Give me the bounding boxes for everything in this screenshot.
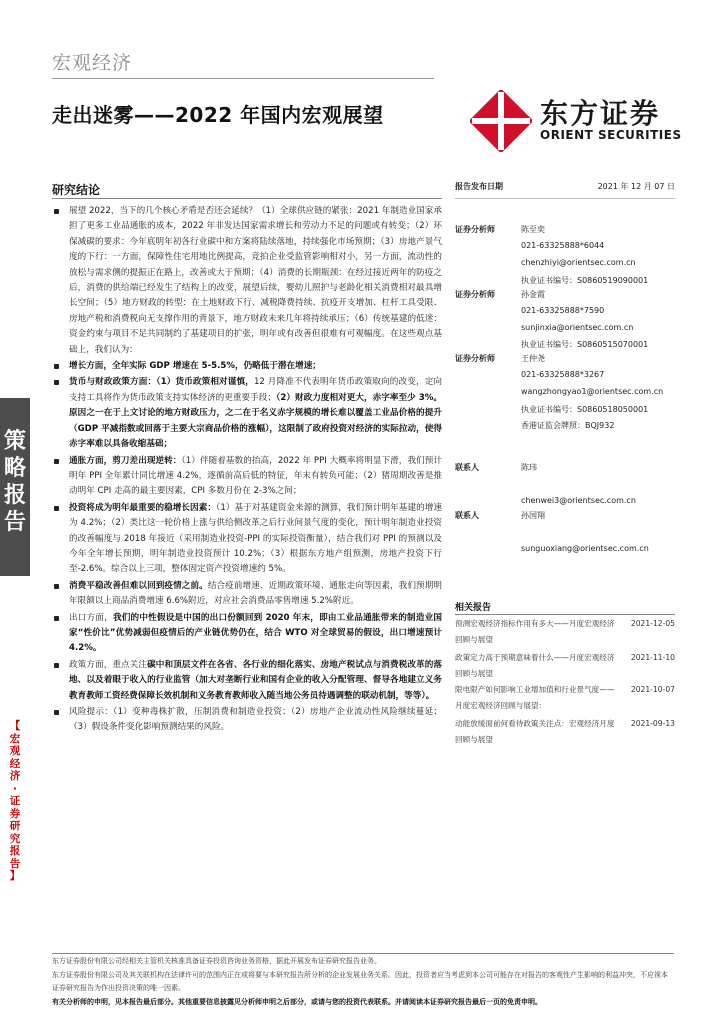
orient-logo-icon (470, 90, 532, 152)
finding-bullet (52, 579, 442, 610)
contact-email[interactable]: chenwei3@orientsec.com.cn (521, 496, 636, 505)
bullet-square-icon (54, 616, 59, 621)
finding-bullet (52, 359, 442, 374)
analyst-role: 证券分析师 (455, 354, 495, 363)
section-title: 研究结论 (52, 183, 101, 197)
finding-text: 投资将成为明年最重要的稳增长因素：（1）基于对基建资金来源的测算，我们预计明年基建的增速为 4.2%；（2）类比这一轮价格上涨与供给侧改革之后行业间景气度的变化，预计明年制造业投资的改善幅度与 2018 年接近（采用制造业投资-PPI 的实际投资衡量），结合我们对 PPI 的预测以及今年全年增长预期，明年制造业投资预计 10.2%；（3）根据东方地产组预测，房地产投资下行至-2.6%。综合以上三项，整体固定资产投资增速约 5%。 (69, 502, 442, 575)
bullet-square-icon (54, 380, 59, 385)
side-vertical-char: 宏 (9, 732, 21, 745)
bullet-square-icon (54, 209, 59, 214)
bullet-square-icon (54, 364, 59, 369)
side-vertical-label (6, 720, 24, 883)
side-vertical-char: 【 (9, 720, 21, 732)
contact-email[interactable]: sunguoxiang@orientsec.com.cn (521, 544, 649, 553)
finding-text: 政策方面，重点关注碳中和顶层文件在各省、各行业的细化落实、房地产税试点与消费税改革的落地、以及着眼于收入的行业监管（加大对垄断行业和国有企业的收入分配管理、督导各地建立义务教育教师工资经费保障长效机制和义务教育教师收入随当地公务员待遇调整的联动机制，等等）。 (69, 659, 442, 701)
side-vertical-char: 券 (9, 807, 21, 820)
analyst-phone: 021-63325888*6044 (521, 241, 605, 250)
footer-divider (52, 953, 674, 954)
finding-text: 展望 2022，当下的几个核心矛盾是否还会延续？（1）全球供应链的紧张：2021 年制造业国家承担了更多工业品通胀的成本，2022 年非发达国家需求增长和劳动力不足的问题或有转变；（2）环保减碳的要求：今年底明年初各行业碳中和方案将陆续落地，持续强化市场预期；（3）房地产景气度的下行：一方面，保障性住宅用地比例提高，竞拍企业受监管影响相对小，另一方面，流动性的放松与需求侧的提振正在路上，改善或大于预期；（4）消费的长期瓶颈：在经过接近两年的防疫之后，消费的供给端已经发生了结构上的改变，展望后续，婴幼儿照护与老龄化相关消费相对最具增长空间；（5）地方财政的转型：在土地财政下行、减税降费持续、抗疫开支增加、杠杆工具受限、房地产税和消费税向无支撑作用的背景下，地方财政未来几年将持续承压；（6）传统基建的低迷：资金约束与项目不足共同制约了基建项目的扩张，明年或有改善但很难有可观幅度。在这些观点基础上，我们认为： (69, 206, 442, 355)
analyst-hk-license: 香港证监会牌照：BQJ932 (521, 421, 615, 430)
related-reports-divider (455, 614, 675, 615)
finding-bullet (52, 501, 442, 578)
analyst-name: 孙金霞 (521, 290, 545, 299)
analyst-email[interactable]: wangzhongyao1@orientsec.com.cn (521, 387, 664, 396)
analyst-role: 证券分析师 (455, 290, 495, 299)
related-report-date: 2021-10-07 (630, 685, 675, 694)
side-vertical-char: 究 (9, 832, 21, 845)
side-tab-char: 报 (3, 483, 26, 508)
finding-bullet (52, 658, 442, 704)
side-vertical-char: 济 (9, 770, 21, 782)
finding-text: 货币与财政政策方面：（1）货币政策相对谨慎，12 月降准不代表明年货币政策取向的改变，定向支持工具将作为货币政策支持实体经济的更重要手段；（2）财政力度相对更大，赤字率至少 3%。原因之一在于上文讨论的地方财政压力，之二在于名义赤字规模的增长难以覆盖工业品价格的提升（GDP 平减指数或回落于主要大宗商品价格的涨幅），这限制了政府投资对经济的实际拉动，使得赤字率难以具备收缩基础； (69, 377, 443, 450)
report-date-label: 报告发布日期 (455, 182, 503, 191)
side-vertical-char: · (13, 782, 17, 795)
bullet-square-icon (54, 663, 59, 668)
company-logo (470, 90, 680, 150)
side-tab-char: 策 (3, 429, 26, 454)
side-vertical-char: 告 (9, 857, 21, 870)
related-report-date: 2021-11-10 (630, 653, 675, 662)
side-vertical-char: 观 (9, 745, 21, 757)
key-findings-list (52, 204, 442, 737)
side-vertical-char: 报 (9, 845, 21, 857)
related-report-title[interactable]: 限电限产如何影响工业增加值和行业景气度——月度宏观经济回顾与展望： (455, 685, 615, 710)
side-vertical-char: 研 (9, 820, 21, 832)
finding-text: 通胀方面，剪刀差出现逆转：（1）伴随着基数的抬高，2022 年 PPI 大概率将明显下滑，我们预计明年 PPI 全年累计同比增速 4.2%，逐循前高后低的特征，年末有转负可能；（2）猪周期改善是推动明年 CPI 走高的最主要因素，CPI 多数月份在 2-3%之间； (69, 455, 442, 497)
finding-text: 出口方面，我们的中性假设是中国的出口份额回到 2020 年末，即由工业品通胀带来的制造业国家“性价比”优势减弱但疫情后的产业链优势仍在，结合 WTO 对全球贸易的假设，出口增速预计 4.2%。 (69, 612, 442, 654)
contact-role: 联系人 (455, 511, 479, 520)
analyst-name: 陈至奕 (521, 225, 545, 234)
analyst-phone: 021-63325888*3267 (521, 370, 605, 379)
side-vertical-char: 经 (9, 757, 21, 770)
related-report-date: 2021-09-13 (630, 719, 675, 728)
analyst-email[interactable]: sunjinxia@orientsec.com.cn (521, 323, 634, 332)
analyst-name: 王仲尧 (521, 354, 545, 363)
finding-bullet (52, 454, 442, 500)
analyst-phone: 021-63325888*7590 (521, 306, 605, 315)
footer-disclaimer: 有关分析师的申明，见本报告最后部分。其他重要信息披露见分析师申明之后部分，或请与您的投资代表联系。并请阅读本证券研究报告最后一页的免责申明。 (52, 998, 542, 1006)
report-info-panel (455, 181, 675, 581)
finding-text: 消费平稳改善但难以回到疫情之前。结合疫前增速、近期政策环境、通胀走向等因素，我们预期明年限额以上商品消费增速 6.6%附近，对应社会消费品零售增速 5.2%附近。 (69, 580, 442, 607)
analyst-license: 执业证书编号：S0860519090001 (521, 276, 649, 285)
report-category: 宏观经济 (52, 52, 133, 74)
side-vertical-char: 证 (9, 795, 21, 807)
header-divider (52, 78, 434, 79)
finding-text: 增长方面，全年实际 GDP 增速在 5-5.5%，仍略低于潜在增速； (69, 361, 321, 372)
side-tab (0, 398, 30, 576)
contact-name: 陈玮 (521, 463, 537, 472)
bullet-square-icon (54, 506, 59, 511)
logo-english-name: ORIENT SECURITIES (540, 128, 682, 142)
finding-bullet (52, 375, 442, 452)
bullet-square-icon (54, 459, 59, 464)
side-vertical-char: 】 (9, 870, 21, 882)
finding-bullet (52, 611, 442, 657)
related-report-date: 2021-12-05 (630, 619, 675, 628)
analyst-role: 证券分析师 (455, 225, 495, 234)
related-report-title[interactable]: 预测宏观经济指标作用有多大——月度宏观经济回顾与展望 (455, 619, 615, 644)
related-reports-title: 相关报告 (455, 603, 492, 613)
related-report-title[interactable]: 政策定力高于预期意味着什么——月度宏观经济回顾与展望 (455, 653, 615, 678)
analyst-license: 执业证书编号：S0860515070001 (521, 340, 649, 349)
contact-role: 联系人 (455, 463, 479, 472)
side-tab-label (0, 428, 30, 536)
contact-name: 孙国翔 (521, 511, 545, 520)
footer-qualification: 东方证券股份有限公司经相关主管机关核准具备证券投资咨询业务资格，据此开展发布证券研究报告业务。 (52, 957, 381, 965)
side-tab-char: 告 (3, 510, 26, 535)
finding-text: 风险提示：（1）变种毒株扩散，压制消费和制造业投资；（2）房地产企业流动性风险继续蔓延；（3）假设条件变化影响预测结果的风险。 (69, 707, 442, 733)
bullet-square-icon (54, 710, 59, 715)
section-divider (52, 198, 442, 199)
finding-bullet (52, 705, 442, 736)
logo-chinese-name: 东方证券 (540, 97, 661, 130)
report-date-value: 2021 年 12 月 07 日 (597, 182, 675, 191)
analyst-license: 执业证书编号：S0860518050001 (521, 405, 649, 414)
finding-bullet (52, 204, 442, 358)
bullet-square-icon (54, 584, 59, 589)
report-date-divider (455, 198, 675, 199)
related-report-title[interactable]: 动能放缓面前何看待政策关注点：宏观经济月度回顾与展望 (455, 719, 615, 744)
side-tab-char: 略 (3, 456, 26, 481)
report-title: 走出迷雾——2022 年国内宏观展望 (52, 103, 384, 127)
analyst-email[interactable]: chenzhiyi@orientsec.com.cn (521, 258, 636, 267)
footer-conflict-notice: 东方证券股份有限公司及其关联机构在法律许可的范围内正在或将要与本研究报告所分析的企业发展业务关系。因此，投资者应当考虑到本公司可能存在对报告的客观性产生影响的利益冲突，不应视本证券研究报告为作出投资决策的唯一因素。 (52, 971, 668, 992)
